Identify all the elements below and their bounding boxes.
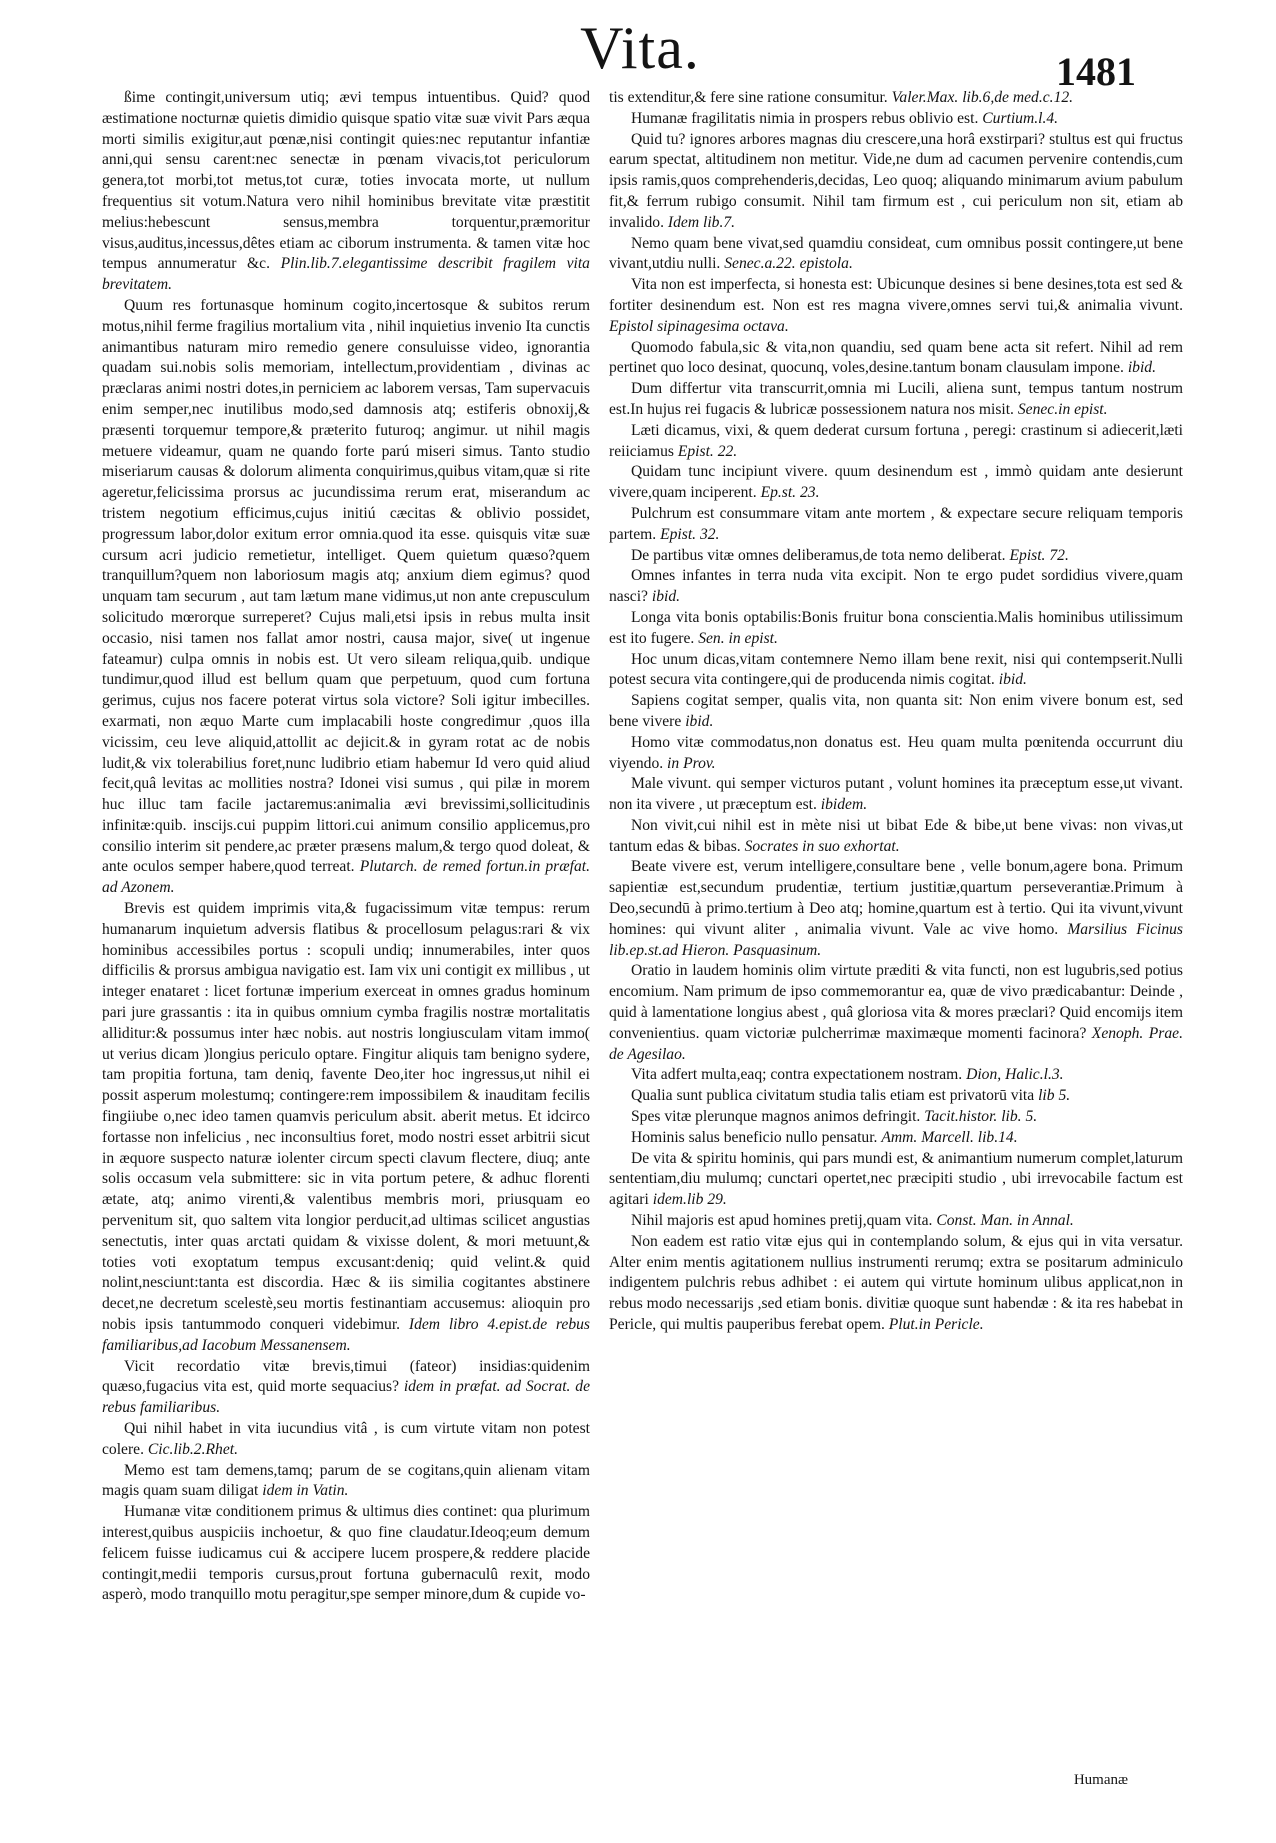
source-citation: Amm. Marcell. lib.14. (881, 1128, 1018, 1146)
paragraph (609, 1232, 1183, 1336)
paragraph-text: Omnes infantes in terra nuda vita excipit. Non te ergo pudet sordidius vivere,quam nasci? (609, 567, 1183, 606)
right-column (609, 88, 1183, 1758)
source-citation: Plutarch. de remed fortun.in præfat. ad Azonem. (102, 858, 590, 897)
paragraph-text: Vita adfert multa,eaq; contra expectationem nostram. (631, 1066, 963, 1084)
paragraph (102, 1357, 590, 1419)
source-citation: Epistol sipinagesima octava. (609, 317, 789, 335)
source-citation: in Prov. (667, 754, 716, 772)
paragraph-text: Quid tu? ignores arbores magnas diu crescere,una horâ exstirpari? stultus est qui fructus earum spectat, altitudinem non metitur. Vide,ne dum ad cacumen pervenire contendis,cum ipsis ramis,quos comprehenderis,decidas, Leo quoq; aliquando minimarum avium pabulum fit,& ferrum rubigo consumit. Nihil tam firmum est , cui periculum non sit, etiam ab invalido. (609, 130, 1183, 231)
paragraph-text: Humanæ vitæ conditionem primus & ultimus dies continet: qua plurimum interest,quibus auspiciis inchoetur, & quo fine claudatur.Ideoq;eum demum felicem fuisse iudicamus cui & accipere lucem prospere,& reddere placide contingit,medii temporis cursus,prout fortuna gubernaculû rexit, modo asperò, modo tranquillo motu peragitur,spe semper minore,dum & cupide vo- (102, 1503, 590, 1604)
source-citation: Epist. 72. (1009, 546, 1069, 564)
paragraph (609, 816, 1183, 858)
source-citation: Epist. 32. (660, 525, 720, 543)
running-head: Vita. (580, 15, 700, 81)
paragraph-text: Sapiens cogitat semper, qualis vita, non quanta sit: Non enim vivere bonum est, sed bene vivere (609, 692, 1183, 730)
paragraph-text: Quomodo fabula,sic & vita,non quandiu, sed quam bene acta sit refert. Nihil ad rem pertinet quo loco desinat, quocunq, voles,desine.tantum bonam clausulam impone. (609, 338, 1183, 377)
paragraph-text: Læti dicamus, vixi, & quem dederat cursum fortuna , peregi: crastinum si adiecerit,læti reiiciamus (609, 421, 1183, 460)
source-citation: Const. Man. in Annal. (936, 1212, 1074, 1230)
paragraph (609, 379, 1183, 421)
paragraph-text: Longa vita bonis optabilis:Bonis fruitur bona conscientia.Malis hominibus utilissimum est ito fugere. (609, 608, 1183, 647)
paragraph-text: Hoc unum dicas,vitam contemnere Nemo illam bene rexit, nisi qui contempserit.Nulli potest secura vita contingere,qui de producenda nimis cogitat. (609, 650, 1183, 689)
paragraph-text: De vita & spiritu hominis, qui pars mundi est, & animantium numerum complet,laturum sententiam,diu mulumq; cunctari opertet,nec præcipiti studio , ubi irrevocabile factum est agitari (609, 1149, 1183, 1209)
paragraph (609, 338, 1183, 380)
source-citation: Dion, Halic.l.3. (966, 1066, 1064, 1084)
paragraph-text: Humanæ fragilitatis nimia in prospers rebus oblivio est. (631, 109, 979, 127)
paragraph (609, 421, 1183, 463)
paragraph-text: Vita non est imperfecta, si honesta est: Ubicunque desines si bene desines,tota est sed & fortiter desinendum est. Non est res magna vivere,omnes servi tui,& animalia vivunt. (609, 276, 1183, 314)
paragraph (609, 1065, 1183, 1086)
source-citation: Senec.in epist. (1017, 400, 1108, 418)
paragraph-text: De partibus vitæ omnes deliberamus,de tota nemo deliberat. (631, 546, 1006, 564)
paragraph (609, 650, 1183, 692)
paragraph (609, 961, 1183, 1065)
paragraph-text: Qualia sunt publica civitatum studia talis etiam est privatorū vita (631, 1087, 1035, 1105)
page-number: 1481 (1056, 49, 1136, 94)
source-citation: idem in præfat. ad Socrat. de rebus familiaribus. (102, 1378, 590, 1417)
paragraph (609, 1128, 1183, 1149)
paragraph (609, 130, 1183, 234)
paragraph (609, 462, 1183, 504)
paragraph-text: ßime contingit,universum utiq; ævi tempus intuentibus. Quid? quod æstimatione nocturnæ quietis dimidio quisque spatio vitæ suæ vivit Pars æqua morti similis exigitur,aut pœnæ,nisi contingit quies:nec reputantur infantiæ anni,qui sensu carent:nec senectæ in pœnam vivacis,tot periculorum genera,tot morbi,tot metus,tot curæ, toties invocata morte, ut nullum frequentius sit votum.Natura vero nihil hominibus brevitate vitæ præstitit melius:hebescunt sensus,membra torquentur,præmoritur visus,auditus,incessus,dêtes etiam ac ciborum instrumenta. & tamen vitæ hoc tempus annumeratur &c. (102, 89, 590, 273)
paragraph (609, 88, 1183, 109)
source-citation: Plut.in Pericle. (888, 1316, 984, 1334)
source-citation: ibid. (651, 588, 681, 606)
paragraph-text: Pulchrum est consummare vitam ante mortem , & expectare secure reliquam temporis partem. (609, 504, 1183, 543)
source-citation: Curtium.l.4. (982, 109, 1059, 127)
source-citation: ibid. (1127, 359, 1156, 377)
source-citation: Tacit.histor. lib. 5. (924, 1108, 1038, 1126)
paragraph (609, 275, 1183, 337)
paragraph (609, 733, 1183, 775)
paragraph (609, 1149, 1183, 1211)
paragraph-text: Qui nihil habet in vita iucundius vitâ , is cum virtute vitam non potest colere. (102, 1420, 590, 1458)
left-column (102, 88, 590, 1828)
paragraph-text: Non eadem est ratio vitæ ejus qui in contemplando solum, & ejus qui in vita versatur. Alter enim mentis agitationem nullius instrumenti rerumq; extra se positarum adminiculo indigentem pulchris rebus adhibet : ei autem qui virtute hominum ulibus applicat,non in rebus modo necessarijs ,sed etiam bonis. divitiæ quoque sunt habendæ : & ita res habebat in Pericle, qui multis pauperibus ferebat opem. (609, 1232, 1183, 1334)
paragraph (102, 88, 590, 296)
paragraph (609, 774, 1183, 816)
paragraph (609, 691, 1183, 733)
paragraph-text: Non vivit,cui nihil est in mète nisi ut bibat Ede & bibe,ut bene vivas: non vivas,ut tantum edas & bibas. (609, 816, 1183, 855)
paragraph (609, 608, 1183, 650)
source-citation: lib 5. (1038, 1087, 1071, 1105)
paragraph-text: Memo est tam demens,tamq; parum de se cogitans,quin alienam vitam magis quam suam diligat (102, 1461, 590, 1500)
paragraph (609, 234, 1183, 276)
source-citation: Idem libro 4.epist.de rebus familiaribus,ad Iacobum Messanensem. (102, 1316, 590, 1354)
source-citation: Socrates in suo exhortat. (744, 837, 900, 855)
paragraph-text: tis extenditur,& fere sine ratione consumitur. (609, 89, 888, 106)
paragraph-text: Dum differtur vita transcurrit,omnia mi Lucili, aliena sunt, tempus tantum nostrum est.In hujus rei fugacis & lubricæ possessionem natura nos misit. (609, 380, 1183, 418)
paragraph (102, 296, 590, 899)
paragraph-text: Quidam tunc incipiunt vivere. quum desinendum est , immò quidam ante desierunt vivere,quam inciperent. (609, 463, 1183, 502)
paragraph (102, 1502, 590, 1606)
source-citation: ibidem. (820, 796, 868, 814)
source-citation: Senec.a.22. epistola. (724, 255, 853, 273)
paragraph (102, 1419, 590, 1461)
source-citation: Plin.lib.7.elegantissime describit fragilem vita brevitatem. (102, 255, 590, 294)
catchword: Humanæ (1073, 1772, 1128, 1788)
source-citation: ibid. (685, 712, 714, 730)
paragraph-text: Oratio in laudem hominis olim virtute præditi & vita functi, non est lugubris,sed potius encomium. Nam primum de ipso commemorantur ea, quæ de vivo prædicabantur: Deinde , quid à lamentatione longius abest , quâ gloriosa vita & mores præclari? Quid encomijs item convenientius. quam victoriæ pulcherrimæ maximæque momenti facinora? (609, 962, 1183, 1042)
paragraph (609, 1086, 1183, 1107)
paragraph-text: Homo vitæ commodatus,non donatus est. Heu quam multa pœnitenda occurrunt diu viyendo. (609, 733, 1183, 772)
source-citation: Marsilius Ficinus lib.ep.st.ad Hieron. Pasquasinum. (609, 920, 1183, 959)
paragraph-text: Beate vivere est, verum intelligere,consultare bene , velle bonum,agere bona. Primum sapientiæ est,secundum prudentiæ, tertium justitiæ,quartum perseverantiæ.Primum à Deo,secundū à primo.tertium à Deo atq; homine,quartum est à tertio. Qui ita vivunt,vivunt homines: qui vivunt aliter , animalia vivunt. Vale ac vive homo. (609, 858, 1183, 938)
source-citation: Idem lib.7. (667, 213, 736, 231)
source-citation: Valer.Max. lib.6,de med.c.12. (891, 89, 1074, 106)
source-citation: Cic.lib.2.Rhet. (147, 1440, 238, 1458)
paragraph-text: Male vivunt. qui semper victuros putant , volunt homines ita præceptum esse,ut vivant. non ita vivere , ut præceptum est. (609, 775, 1183, 814)
source-citation: idem in Vatin. (262, 1482, 349, 1500)
paragraph-text: Nemo quam bene vivat,sed quamdiu consideat, cum omnibus possit contingere,ut bene vivant,utdiu nulli. (609, 234, 1183, 273)
paragraph (102, 899, 590, 1357)
paragraph (609, 566, 1183, 608)
paragraph (609, 857, 1183, 961)
paragraph (609, 1107, 1183, 1128)
paragraph (102, 1461, 590, 1503)
paragraph-text: Brevis est quidem imprimis vita,& fugacissimum vitæ tempus: rerum humanarum inquietum adversis flatibus & procellosum pelagus:rari & vix hominibus accessibiles portus : scopuli undiq; innumerabiles, inter quos difficilis & prorsus ambigua navigatio est. Iam vix uni contigit ex millibus , ut integer enataret : licet fortunæ imperium exerceat in omnes gradus hominum pari jure grassantis : ita in quibus omnium cymba fragilis nostræ mortalitatis alliditur:& possumus inter hæc nobis. aut nostris longiusculam vitam immo( ut verius dicam )longius periculo optare. Fingitur aliquis tam benigno sydere, tam propitia fortuna, tam deniq, favente Deo,iter hoc ingressus,ut nihil ei possit asperum molestumq; contingere:rem impossibilem & inauditam fecilis fingiiube o,nec ideo tamen quamvis periculum absit. aberit metus. Et idcirco fortasse non infelicius , nec inconsultius foret, modo nostri esset arbitrii sicut in æquore suspecto naturæ iolenter circum specti clavum flectere, diuq; ante solis occasum vela submittere: sic in vita portum petere, & adhuc florenti ætate, atq; animo virenti,& valentibus membris mori, priusquam eo pervenitum sit, quo saltem vita longior perducit,ad ultimas scilicet angustias senectutis, inter quas arctati quidam & vixisse dolent, & mori metuunt,& toties voti exoptatum tempus excusant:deniq; quid velint.& quid nolint,nesciunt:tanta est discordia. Hæc & iis similia cogitantes abstinere decet,ne decretum scelestè,seu mortis festinantiam accusemus: alioquin pro nobis ipsis tantummodo conqueri videbimur. (102, 900, 590, 1334)
source-citation: idem.lib 29. (652, 1191, 727, 1209)
source-citation: ibid. (998, 671, 1027, 689)
paragraph (609, 1211, 1183, 1232)
paragraph-text: Hominis salus beneficio nullo pensatur. (631, 1128, 878, 1146)
source-citation: Ep.st. 23. (760, 484, 820, 502)
paragraph-text: Nihil majoris est apud homines pretij,quam vita. (631, 1212, 933, 1230)
source-citation: Epist. 22. (677, 442, 738, 460)
source-citation: Sen. in epist. (698, 629, 778, 647)
paragraph-text: Spes vitæ plerunque magnos animos defringit. (631, 1108, 921, 1126)
paragraph (609, 546, 1183, 567)
paragraph-text: Vicit recordatio vitæ brevis,timui (fateor) insidias:quidenim quæso,fugacius vita est, quid morte sequacius? (102, 1357, 590, 1396)
paragraph (609, 109, 1183, 130)
paragraph-text: Quum res fortunasque hominum cogito,incertosque & subitos rerum motus,nihil ferme fragilius mortalium vita , nihil inquietius invenio Ita cunctis animantibus naturam miro remedio genere consuluisse video, ignorantia quadam sui.nobis solis memoriam, intellectum,providentiam , divinas ac præclaras animi nostri dotes,in perniciem ac laborem versas, Tam supervacuis enim semper,nec inutilibus modo,sed damnosis atq; estiferis obnoxij,& præsenti torquemur tempore,& præterito futuroq; angimur. ut nihil magis metuere videamur, quam ne quando forte parú miseri simus. Tanto studio miseriarum causas & dolorum alimenta conquirimus,quibus vitam,quæ si rite ageretur,felicissima prorsus ac jucundissima rerum erat, miserandum ac tristem negotium efficimus,cujus initiú cæcitas & oblivio possidet, progressum labor,dolor exitum error omnia.quod ita esse. quisquis vitæ suæ cursum acri judicio remetietur, intelliget. Quem quietum quæso?quem tranquillum?quem non laboriosum magis atq; anxium diem egimus? quod unquam tam securum , aut tam lætum mane vidimus,ut non ante crepusculum solicitudo mœrorque surreperet? Cujus mali,etsi ipsis in rebus multa insit occasio, nisi tamen nos fallat amor nostri, causa major, sive( ut ingenue fateamur) culpa omnis in nobis est. Ut vero sileam reliqua,quib. undique tundimur,quod illud est bellum quam que perpetuum, quod cum fortuna gerimus, cujus nos facere poterat virtus sola victore? Soli igitur imbecilles. exarmati, non æquo Marte cum implacabili hoste congredimur ,quos illa vicissim, ceu leve aliquid,attollit ac dejicit.& in gyram rotat ac de nobis ludit,& vix tolerabilius foret,nunc ludibrio etiam habemur Id vero quid aliud fecit,quâ levitas ac mollities nostra? Idonei visi sumus , qui pilæ in morem huc illuc tam facile jactaremus:animalia ævi brevissimi,sollicitudinis infinitæ:quib. inscijs.cui puppim littori.cui animum consilio applicemus,pro consilio interim sit pendere,ac præter præsens malum,& tergo quod doleat, & ante oculos semper habere,quod terreat. (102, 296, 590, 876)
source-citation: Xenoph. Prae. de Agesilao. (609, 1024, 1183, 1063)
paragraph (609, 504, 1183, 546)
